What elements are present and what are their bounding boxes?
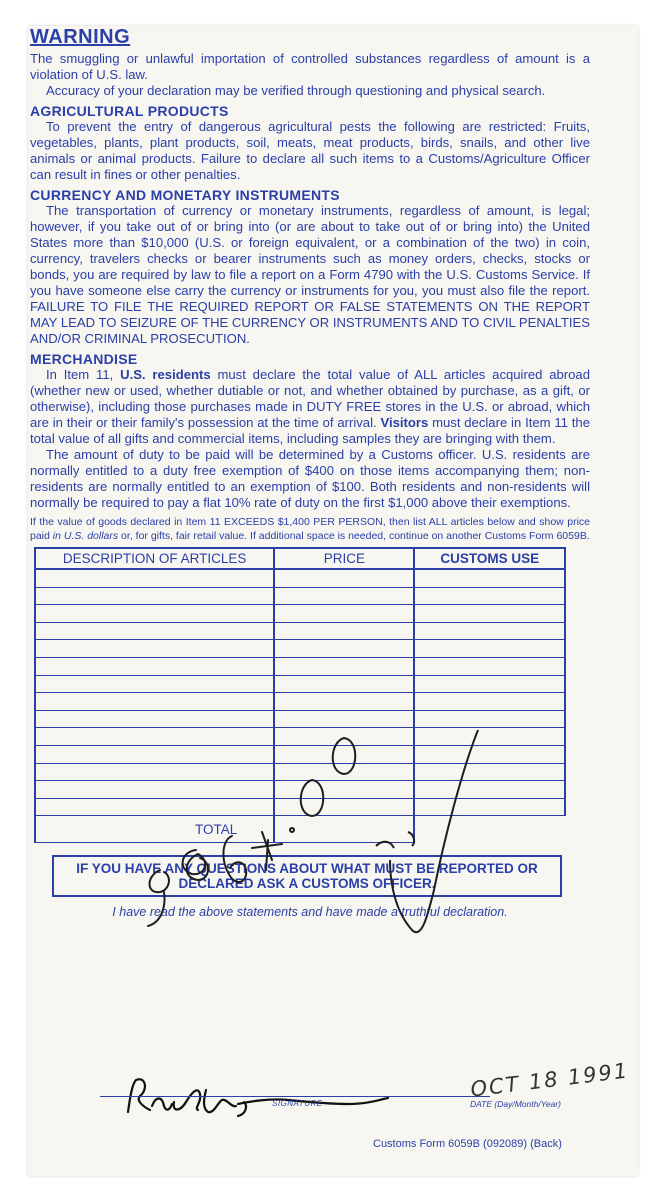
- signature-label: SIGNATURE: [272, 1099, 323, 1108]
- table-row: [35, 763, 565, 781]
- table-row: [35, 622, 565, 640]
- merch-text-e: must declare in Item 11 the total value of all gifts and commercial items, including samples they are bringing with them.: [30, 415, 590, 446]
- warning-paragraph-2: Accuracy of your declaration may be verified through questioning and physical search.: [46, 83, 546, 98]
- date-label: DATE (Day/Month/Year): [470, 1099, 562, 1109]
- table-row: [35, 569, 565, 587]
- merchandise-note: [30, 515, 590, 543]
- total-empty-cell: [414, 816, 565, 843]
- currency-paragraph: The transportation of currency or monetary instruments, regardless of amount, is legal; however, if you take out of or bring into (or are about to take out of or bring into) the United States more than $10,000 (U.S. or foreign equivalent, or a combination of the two) in coin, currency, travelers checks or bearer instruments such as money orders, checks, stocks or bonds, you are required by law to file a report on a Form 4790 with the U.S. Customs Service. If you have someone else carry the currency or instruments for you, you must also file the report. FAILURE TO FILE THE REQUIRED REPORT OR FALSE STATEMENTS ON THE REPORT MAY LEAD TO SEIZURE OF THE CURRENCY OR INSTRUMENTS AND TO CIVIL PENALTIES AND/OR CRIMINAL PROSECUTION.: [30, 203, 590, 346]
- merchandise-paragraph-1: [30, 367, 590, 447]
- col-description: DESCRIPTION OF ARTICLES: [35, 548, 274, 569]
- merchandise-title: MERCHANDISE: [30, 351, 138, 367]
- visitors-label: Visitors: [380, 415, 429, 430]
- questions-box: IF YOU HAVE ANY QUESTIONS ABOUT WHAT MUST BE REPORTED OR DECLARED ASK A CUSTOMS OFFICER.: [52, 855, 562, 897]
- handwritten-date: OCT 18 1991: [469, 1058, 631, 1102]
- table-row: [35, 693, 565, 711]
- declaration-statement: I have read the above statements and have made a truthful declaration.: [112, 905, 508, 920]
- table-row: [35, 710, 565, 728]
- table-row: [35, 728, 565, 746]
- note-text-a: If the value of goods declared in Item 11 EXCEEDS $1,400 PER PERSON, then list ALL articles below and show price paid: [30, 516, 590, 542]
- note-text-c: or, for gifts, fair retail value. If additional space is needed, continue on another Customs Form 6059B.: [118, 530, 590, 542]
- warning-paragraph-1: The smuggling or unlawful importation of controlled substances regardless of amount is a violation of U.S. law.: [30, 51, 590, 82]
- table-row: [35, 798, 565, 816]
- col-price: PRICE: [274, 548, 414, 569]
- merchandise-paragraph-2: The amount of duty to be paid will be determined by a Customs officer. U.S. residents are normally entitled to a duty free exemption of $400 on those items accompanying them; non-residents are normally entitled to an exemption of $100. Both residents and non-residents will normally be required to pay a flat 10% rate of duty on the first $1,000 above their exemptions.: [30, 447, 590, 510]
- form-content: [30, 26, 590, 919]
- note-text-b: in U.S. dollars: [52, 530, 119, 542]
- form-id: Customs Form 6059B (092089) (Back): [373, 1138, 562, 1150]
- table-row: [35, 657, 565, 675]
- merch-text-a: In Item 11,: [46, 367, 121, 382]
- table-row: [35, 605, 565, 623]
- warning-title: WARNING: [30, 26, 131, 48]
- articles-table: [34, 547, 566, 843]
- table-row: [35, 640, 565, 658]
- merch-text-c: must declare the total value of ALL articles acquired abroad (whether new or used, whether dutiable or not, and whether obtained by purchase, as a gift, or otherwise), including those purchases made in DUTY FREE stores in the U.S. or abroad, which are in their or their family's possession at the time of arrival.: [30, 367, 590, 430]
- total-label: TOTAL: [35, 816, 274, 843]
- agricultural-title: AGRICULTURAL PRODUCTS: [30, 103, 229, 119]
- table-row: [35, 781, 565, 799]
- total-price-cell: [274, 816, 414, 843]
- table-row: [35, 587, 565, 605]
- col-customs-use: CUSTOMS USE: [414, 548, 565, 569]
- table-header-row: [35, 548, 565, 569]
- table-row: [35, 675, 565, 693]
- agricultural-paragraph: To prevent the entry of dangerous agricultural pests the following are restricted: Fruits, vegetables, plants, plant products, soil, meats, meat products, birds, snails, and other live animals or animal products. Failure to declare all such items to a Customs/Agriculture Officer can result in fines or other penalties.: [30, 119, 590, 182]
- table-total-row: [35, 816, 565, 843]
- signature-line: [100, 1096, 490, 1097]
- us-residents-label: U.S. residents: [120, 367, 211, 382]
- table-row: [35, 745, 565, 763]
- currency-title: CURRENCY AND MONETARY INSTRUMENTS: [30, 187, 340, 203]
